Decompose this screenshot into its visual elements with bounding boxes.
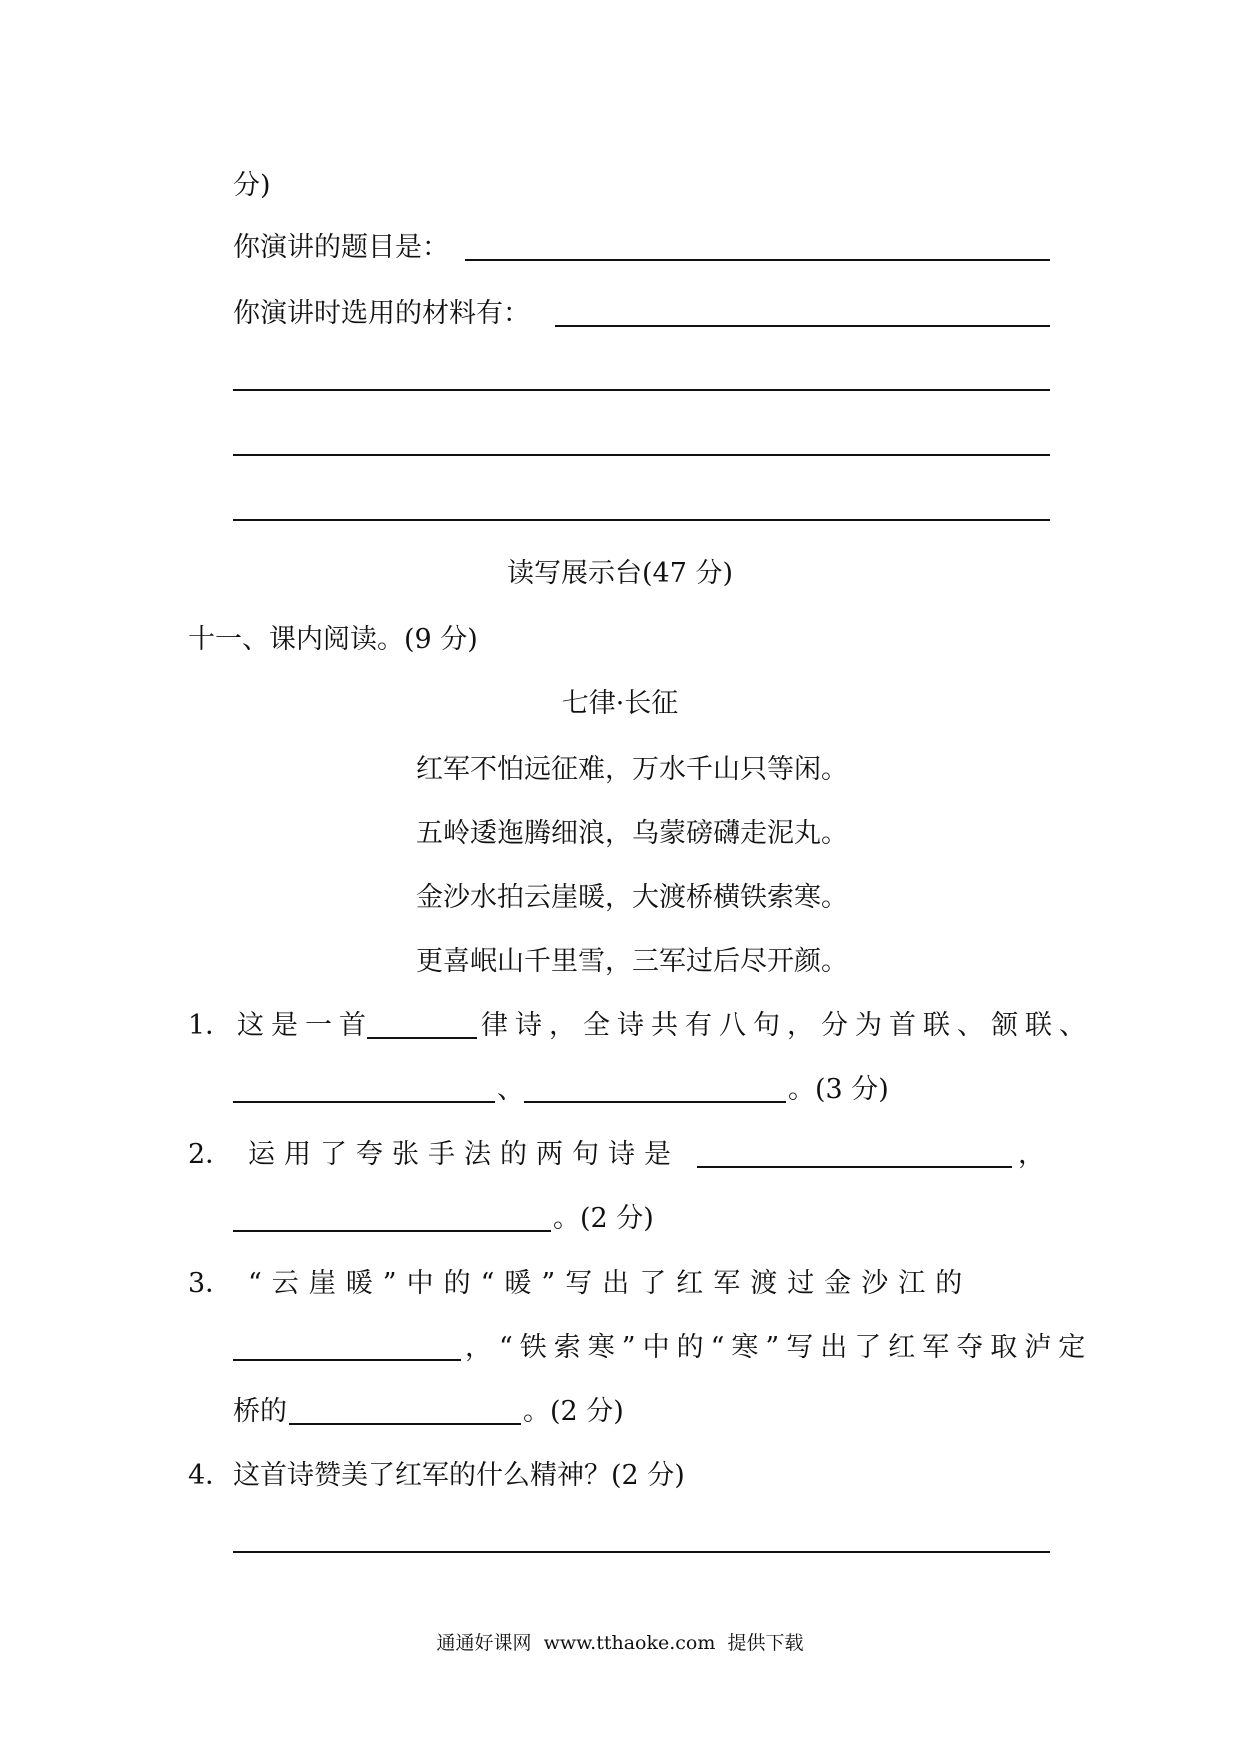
q1-text-b: 律诗，全诗共有八句，分为首联、颔联、 (481, 1010, 1093, 1041)
q2-blank-2[interactable] (233, 1230, 551, 1232)
q1-separator: 、 (497, 1074, 524, 1105)
q2-text-a: 运用了夸张手法的两句诗是 (248, 1139, 680, 1170)
q3-blank-2[interactable] (289, 1423, 521, 1425)
speech-material-blank-4[interactable] (233, 519, 1050, 521)
q4-answer-blank[interactable] (233, 1551, 1050, 1553)
q2-blank-1[interactable] (697, 1166, 1012, 1168)
q2-number: 2． (188, 1139, 233, 1170)
footer (0, 1628, 1240, 1655)
q1-text-a: 这是一首 (237, 1010, 373, 1041)
q1-blank-3[interactable] (524, 1101, 786, 1103)
speech-material-blank-3[interactable] (233, 454, 1050, 456)
q4-number: 4． (188, 1460, 233, 1491)
speech-material-blank[interactable] (555, 325, 1050, 327)
q1-end: 。(3 分) (788, 1074, 889, 1105)
poem-title: 七律·长征 (561, 688, 679, 719)
fen-close-text: 分) (233, 170, 271, 201)
q2-end: 。(2 分) (553, 1203, 654, 1234)
poem-line-4: 更喜岷山千里雪，三军过后尽开颜。 (416, 946, 848, 977)
speech-material-blank-2[interactable] (233, 389, 1050, 391)
q4-text: 这首诗赞美了红军的什么精神？(2 分) (233, 1460, 685, 1491)
q1-blank-2[interactable] (233, 1101, 495, 1103)
footer-site-name: 通通好课网 (436, 1632, 532, 1654)
poem-line-2: 五岭逶迤腾细浪，乌蒙磅礴走泥丸。 (416, 818, 848, 849)
speech-topic-blank[interactable] (465, 259, 1050, 261)
poem-line-3: 金沙水拍云崖暖，大渡桥横铁索寒。 (416, 882, 848, 913)
q3-text-a: “云崖暖”中的“暖”写出了红军渡过金沙江的 (248, 1268, 973, 1299)
poem-line-1: 红军不怕远征难，万水千山只等闲。 (416, 754, 848, 785)
footer-download: 提供下载 (727, 1632, 804, 1654)
q2-comma: ， (1018, 1139, 1045, 1170)
footer-url[interactable]: www.tthaoke.com (543, 1632, 716, 1654)
q3-text-b: ，“铁索寒”中的“寒”写出了红军夺取泸定 (465, 1332, 1093, 1363)
question-11-heading: 十一、课内阅读。(9 分) (188, 624, 478, 655)
q3-text-c: 桥的 (233, 1396, 287, 1427)
q1-blank-1[interactable] (367, 1037, 477, 1039)
section-title: 读写展示台(47 分) (506, 558, 733, 589)
speech-material-label: 你演讲时选用的材料有： (233, 298, 530, 329)
q3-number: 3． (188, 1268, 233, 1299)
speech-topic-label: 你演讲的题目是： (233, 232, 449, 263)
q3-blank-1[interactable] (233, 1359, 461, 1361)
q1-number: 1． (188, 1010, 233, 1041)
q3-end: 。(2 分) (523, 1396, 624, 1427)
